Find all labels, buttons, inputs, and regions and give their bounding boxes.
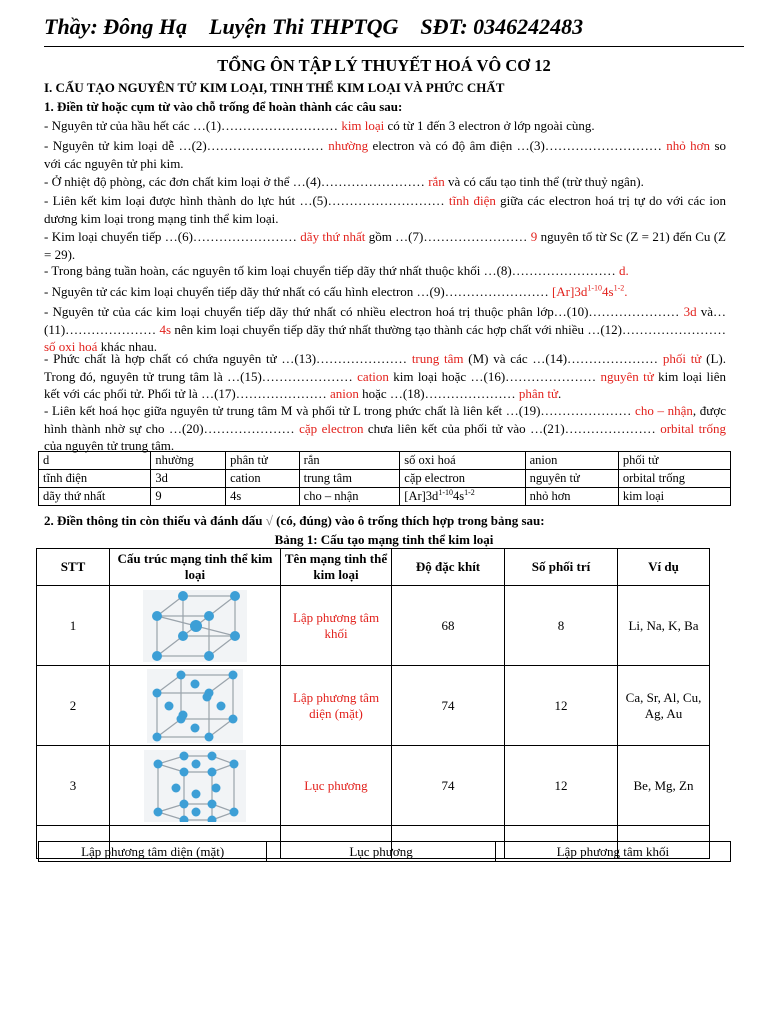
stt-cell: 1: [37, 586, 110, 666]
question-1-heading: 1. Điền từ hoặc cụm từ vào chỗ trống để hoàn thành các câu sau:: [44, 99, 403, 114]
fill-line-9: - Phức chất là hợp chất có chứa nguyên tử …(13)………………… trung tâm (M) và các …(14)………………… phối tử (L). Trong đó, nguyên tử trung tâm là …(15)………………… cation kim loại hoặc …(16)………………… nguyên tử kim loại liên kết với các phối tử. Phối tử là …(17)………………… anion hoặc …(18)………………… phân tử.: [44, 351, 726, 401]
word-bank-row: [39, 452, 731, 470]
column-header: Độ đặc khít: [392, 549, 505, 586]
lattice-table: [36, 548, 710, 859]
table-row: [37, 586, 710, 666]
word-bank-cell: anion: [525, 452, 618, 470]
word-bank-cell: cho – nhận: [299, 488, 400, 506]
fill-line-6: - Trong bảng tuần hoàn, các nguyên tố kim loại chuyển tiếp dãy thứ nhất thuộc khối …(8)…………………… d.: [44, 263, 629, 278]
word-bank-cell: 9: [151, 488, 226, 506]
fcc-lattice-icon: [147, 669, 243, 743]
option-cell: Lập phương tâm diện (mặt): [39, 842, 267, 862]
teacher-header: Thầy: Đông Hạ Luyện Thi THPTQG SĐT: 0346242483: [44, 14, 744, 47]
fill-line-4: - Liên kết kim loại được hình thành do lực hút …(5)……………………… tĩnh điện giữa các electron hoá trị tự do với các ion dương kim loại trong mạng tinh thể kim loại.: [44, 193, 726, 226]
word-bank-cell: nhỏ hơn: [525, 488, 618, 506]
word-bank-cell: 3d: [151, 470, 226, 488]
column-header: Số phối trí: [505, 549, 618, 586]
word-bank-cell: orbital trống: [618, 470, 730, 488]
word-bank-cell: cặp electron: [400, 470, 525, 488]
coordination-cell: 8: [505, 586, 618, 666]
example-cell: Be, Mg, Zn: [618, 746, 710, 826]
column-header: STT: [37, 549, 110, 586]
word-bank-row: [39, 488, 731, 506]
fill-line-5: - Kim loại chuyển tiếp …(6)…………………… dãy thứ nhất gồm …(7)…………………… 9 nguyên tố từ Sc (Z = 21) đến Cu (Z = 29).: [44, 229, 726, 262]
word-bank-cell: $[Ar]3d^{1-10}4s^{1-2}$: [400, 488, 525, 506]
section-heading-1: I. CẤU TẠO NGUYÊN TỬ KIM LOẠI, TINH THỂ KIM LOẠI VÀ PHỨC CHẤT: [44, 80, 505, 95]
word-bank-cell: cation: [226, 470, 300, 488]
option-cell: Lập phương tâm khối: [495, 842, 730, 862]
word-bank-cell: tĩnh điện: [39, 470, 151, 488]
word-bank-cell: dãy thứ nhất: [39, 488, 151, 506]
fill-line-1: - Nguyên tử của hầu hết các …(1)……………………… kim loại có từ 1 đến 3 electron ở lớp ngoài cùng.: [44, 118, 595, 133]
structure-cell: [110, 746, 281, 826]
check-mark-icon: √: [265, 513, 273, 528]
bcc-lattice-icon: [143, 590, 247, 662]
example-cell: Li, Na, K, Ba: [618, 586, 710, 666]
option-cell: Lục phương: [267, 842, 495, 862]
word-bank-cell: nguyên tử: [525, 470, 618, 488]
word-bank-row: [39, 470, 731, 488]
coordination-cell: 12: [505, 666, 618, 746]
table-header-row: [37, 549, 710, 586]
density-cell: 74: [392, 666, 505, 746]
lattice-options-table: [38, 841, 731, 862]
word-bank-cell: nhường: [151, 452, 226, 470]
word-bank-cell: số oxi hoá: [400, 452, 525, 470]
word-bank-table: [38, 451, 731, 506]
coordination-cell: 12: [505, 746, 618, 826]
fill-line-10: - Liên kết hoá học giữa nguyên tử trung tâm M và phối tử L trong phức chất là liên kết …(19)………………… cho – nhận, được hình thành nhờ sự cho …(20)………………… cặp electron chưa liên kết của phối tử vào …(21)………………… orbital trống của nguyên tử trung tâm.: [44, 403, 727, 453]
example-cell: Ca, Sr, Al, Cu, Ag, Au: [618, 666, 710, 746]
word-bank-cell: phối tử: [618, 452, 730, 470]
word-bank-cell: 4s: [226, 488, 300, 506]
column-header: Tên mạng tinh thể kim loại: [281, 549, 392, 586]
structure-cell: [110, 666, 281, 746]
column-header: Ví dụ: [618, 549, 710, 586]
word-bank-cell: d: [39, 452, 151, 470]
lattice-name-cell: Lục phương: [281, 746, 392, 826]
table-row: [37, 666, 710, 746]
hcp-lattice-icon: [144, 750, 246, 822]
density-cell: 74: [392, 746, 505, 826]
lattice-name-cell: Lập phương tâm diện (mặt): [281, 666, 392, 746]
fill-line-2: - Nguyên tử kim loại dễ …(2)……………………… nhường electron và có độ âm điện …(3)……………………… nhỏ hơn so với các nguyên tử phi kim.: [44, 138, 727, 171]
fill-line-7: - Nguyên tử các kim loại chuyển tiếp dãy thứ nhất có cấu hình electron …(9)…………………… $[Ar]3d^{1-10}4s^{1-2}$.: [44, 283, 628, 299]
word-bank-cell: trung tâm: [299, 470, 400, 488]
fill-line-3: - Ở nhiệt độ phòng, các đơn chất kim loại ở thể …(4)…………………… rắn và có cấu tạo tinh thể (trừ thuỷ ngân).: [44, 174, 644, 189]
structure-cell: [110, 586, 281, 666]
options-row: [39, 842, 731, 862]
table-caption: Bảng 1: Cấu tạo mạng tinh thể kim loại: [274, 532, 494, 547]
stt-cell: 3: [37, 746, 110, 826]
word-bank-cell: kim loại: [618, 488, 730, 506]
fill-line-8: - Nguyên tử của các kim loại chuyển tiếp dãy thứ nhất có nhiều electron hoá trị thuộc phân lớp…(10)………………… 3d và…(11)………………… 4s nên kim loại chuyển tiếp dãy thứ nhất thường tạo thành các hợp chất với nhiều …(12)…………………… số oxi hoá khác nhau.: [44, 304, 726, 354]
stt-cell: 2: [37, 666, 110, 746]
word-bank-cell: rắn: [299, 452, 400, 470]
word-bank-cell: phân tử: [226, 452, 300, 470]
lattice-name-cell: Lập phương tâm khối: [281, 586, 392, 666]
column-header: Cấu trúc mạng tinh thể kim loại: [110, 549, 281, 586]
density-cell: 68: [392, 586, 505, 666]
question-2-heading: 2. Điền thông tin còn thiếu và đánh dấu √ (có, đúng) vào ô trống thích hợp trong bảng sau:: [44, 513, 545, 528]
table-row: [37, 746, 710, 826]
page-title: TỔNG ÔN TẬP LÝ THUYẾT HOÁ VÔ CƠ 12: [217, 56, 551, 75]
